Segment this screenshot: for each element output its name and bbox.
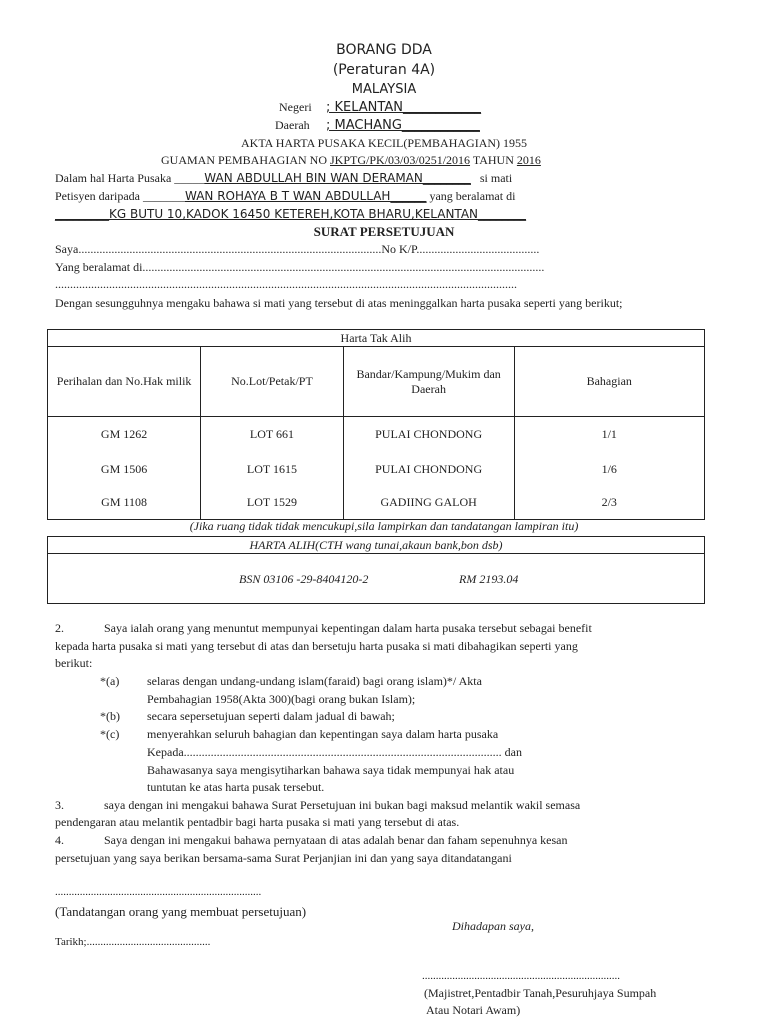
declarant-address-cont: .......................................................................................................................................................... [55,277,517,291]
regulation-ref: (Peraturan 4A) [332,62,436,78]
header-share: Bahagian [514,347,704,417]
witness-label: Dihadapan saya, [452,919,534,933]
country-label: MALAYSIA [351,82,417,97]
immovable-title: Harta Tak Alih [48,330,705,347]
clause-3-text: saya dengan ini mengakui bahawa Surat Persetujuan ini bukan bagi maksud melantik wakil semasa [104,798,581,812]
movable-property-box [47,536,705,604]
row-share: 1/1 [514,417,704,452]
row-share: 2/3 [514,487,704,520]
row-lot: LOT 661 [201,417,344,452]
option-a-text: selaras dengan undang-undang islam(faraid) bagi orang islam)*/ Akta [147,674,482,688]
case-prefix: GUAMAN PEMBAHAGIAN NO [161,153,328,167]
clause-2-text-2: kepada harta pusaka si mati yang tersebut di atas dan bersetuju harta pusaka si mati dibahagikan seperti yang [55,639,578,653]
clause-2-text-3: berikut: [55,656,93,670]
clause-3-number: 3. [55,798,64,812]
row-location: PULAI CHONDONG [343,452,514,487]
case-year: 2016 [516,153,541,167]
row-title-no: GM 1108 [48,487,201,520]
petitioner-name: WAN ROHAYA B T WAN ABDULLAH______ [184,189,427,203]
table-row [48,417,705,452]
option-c-text-2: Kepada.......................................................................................................... dan [147,745,522,759]
estate-line [55,171,512,186]
row-lot: LOT 1529 [201,487,344,520]
case-number: JKPTG/PK/03/03/0251/2016 [330,153,471,167]
option-a-text-2: Pembahagian 1958(Akta 300)(bagi orang bukan Islam); [147,692,416,706]
option-b-text: secara sepersetujuan seperti dalam jadual di bawah; [147,709,395,723]
table-row [48,452,705,487]
declarant-name-line: Saya.....................................................................................................No K/P......................................... [55,242,540,256]
clause-4-text: Saya dengan ini mengakui bahawa pernyataan di atas adalah benar dan faham sepenuhnya kesan [104,833,568,847]
table-row [48,487,705,520]
estate-statement: Dengan sesungguhnya mengaku bahawa si mati yang tersebut di atas meninggalkan harta pusaka seperti yang berikut; [55,296,623,310]
petition-line [55,189,515,204]
date-line: Tarikh;............................................. [55,936,211,948]
case-year-label: TAHUN [472,153,514,167]
row-location: PULAI CHONDONG [343,417,514,452]
state-value: ; KELANTAN____________ [326,100,481,115]
table-note: (Jika ruang tidak tidak mencukupi,sila lampirkan dan tandatangan lampiran itu) [189,519,579,533]
option-c-label: *(c) [100,727,120,741]
option-c-text: menyerahkan seluruh bahagian dan kepentingan saya dalam harta pusaka [147,727,499,741]
option-c-text-3: Bahawasanya saya mengisytiharkan bahawa saya tidak mempunyai hak atau [147,763,515,777]
official-caption-2: Atau Notari Awam) [426,1003,521,1017]
petition-suffix: yang beralamat di [429,189,516,203]
deceased-suffix: si mati [479,171,513,185]
clause-2-number: 2. [55,621,64,635]
official-signature-line: ........................................................................ [422,970,620,982]
movable-title: HARTA ALIH(CTH wang tunai,akaun bank,bon dsb) [48,537,704,554]
declarant-address-line: Yang beralamat di...................................................................................................................................... [55,260,545,274]
petitioner-address: _________KG BUTU 10,KADOK 16450 KETEREH,KOTA BHARU,KELANTAN________ [55,207,527,221]
header-location: Bandar/Kampung/Mukim dan Daerah [343,347,514,417]
case-line [161,153,541,168]
district-value: ; MACHANG____________ [326,118,480,133]
header-title-no: Perihalan dan No.Hak milik [48,347,201,417]
immovable-property-table [47,329,705,520]
option-a-label: *(a) [100,674,120,688]
form-title: BORANG DDA [336,42,432,58]
row-title-no: GM 1262 [48,417,201,452]
header-lot: No.Lot/Petak/PT [201,347,344,417]
option-b-label: *(b) [100,709,120,723]
state-label: Negeri [279,100,312,114]
deceased-name: WAN ABDULLAH BIN WAN DERAMAN________ [204,171,471,185]
petition-prefix: Petisyen daripada _______ [55,189,185,203]
clause-4-number: 4. [55,833,64,847]
option-c-text-4: tuntutan ke atas harta pusak tersebut. [147,780,325,794]
account-number: BSN 03106 -29-8404120-2 [239,572,369,586]
act-title: AKTA HARTA PUSAKA KECIL(PEMBAHAGIAN) 1955 [240,136,528,150]
estate-prefix: Dalam hal Harta Pusaka _____ [55,171,205,185]
row-share: 1/6 [514,452,704,487]
section-title: SURAT PERSETUJUAN [313,224,455,239]
clause-3-text-2: pendengaran atau melantik pentadbir bagi harta pusaka si mati yang tersebut di atas. [55,815,460,829]
signature-caption: (Tandatangan orang yang membuat persetujuan) [55,904,307,919]
signature-line: ........................................................................... [55,886,262,898]
clause-2-text: Saya ialah orang yang menuntut mempunyai kepentingan dalam harta pusaka tersebut sebagai benefit [104,621,592,635]
clause-4-text-2: persetujuan yang saya berikan bersama-sama Surat Perjanjian ini dan yang saya ditandatangani [55,851,512,865]
row-title-no: GM 1506 [48,452,201,487]
district-label: Daerah [275,118,310,132]
account-amount: RM 2193.04 [459,572,519,586]
row-location: GADIING GALOH [343,487,514,520]
row-lot: LOT 1615 [201,452,344,487]
official-caption: (Majistret,Pentadbir Tanah,Pesuruhjaya Sumpah [424,986,657,1000]
